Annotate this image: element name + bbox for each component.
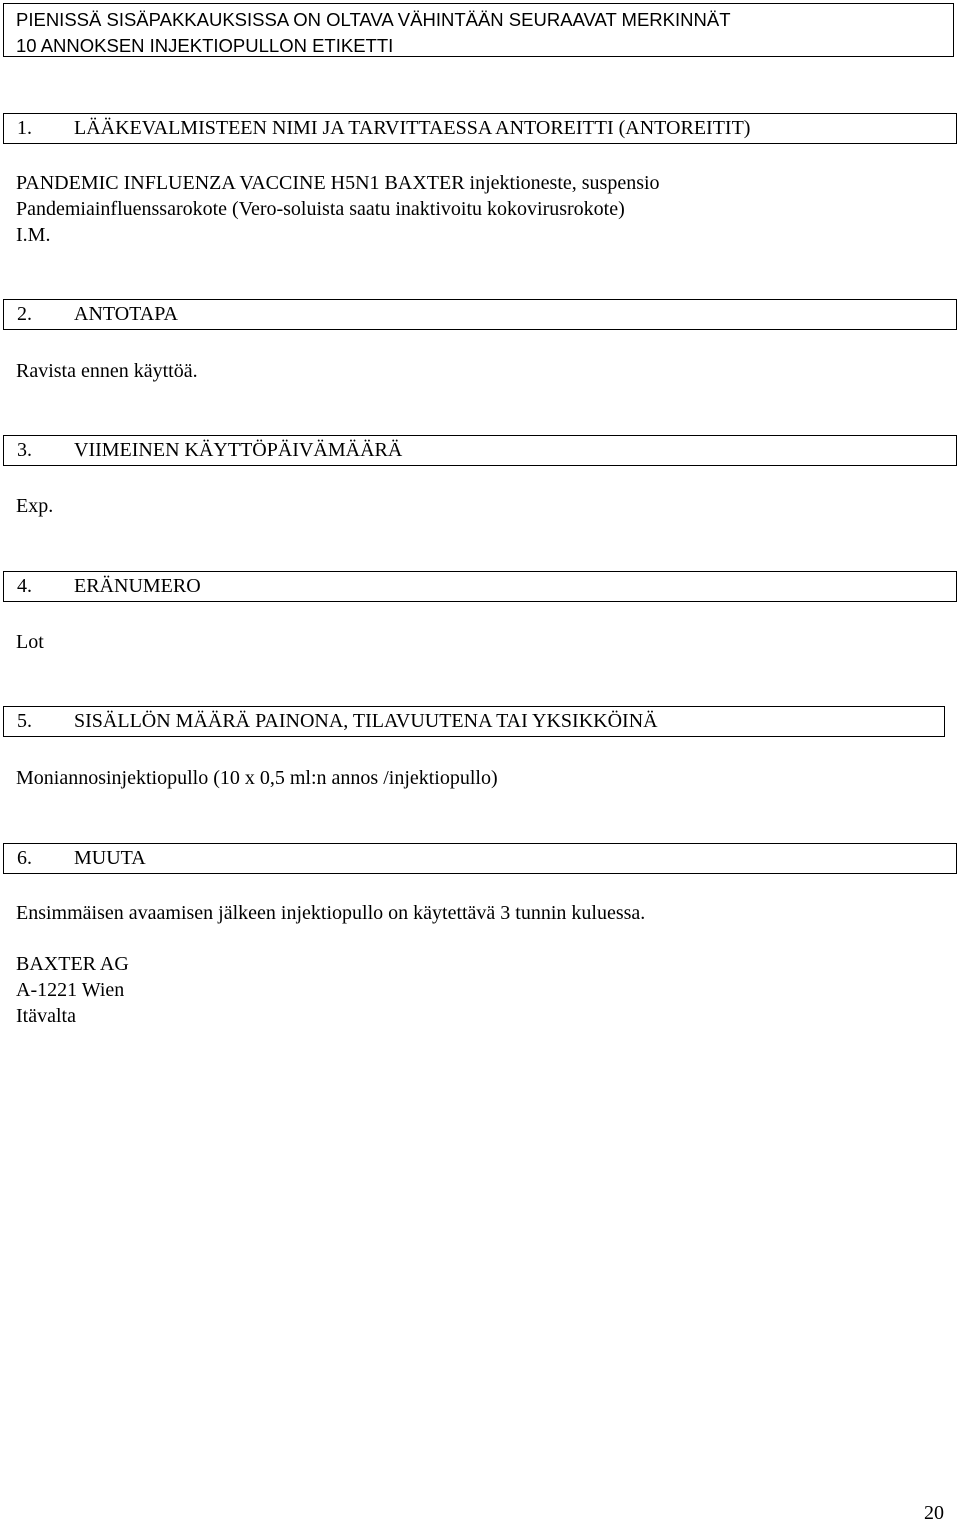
section-4-title: ERÄNUMERO	[74, 575, 201, 597]
lot-label: Lot	[16, 631, 44, 653]
section-2-title: ANTOTAPA	[74, 303, 178, 325]
company-address: A-1221 Wien	[16, 979, 125, 1001]
usage-note: Ensimmäisen avaamisen jälkeen injektiopullo on käytettävä 3 tunnin kuluessa.	[16, 902, 646, 924]
section-3-number: 3.	[17, 439, 32, 461]
administration-instruction: Ravista ennen käyttöä.	[16, 360, 198, 382]
section-1-heading	[3, 113, 957, 144]
section-1-number: 1.	[17, 117, 32, 139]
company-country: Itävalta	[16, 1005, 76, 1027]
product-name: PANDEMIC INFLUENZA VACCINE H5N1 BAXTER injektioneste, suspensio	[16, 172, 660, 194]
section-4-heading	[3, 571, 957, 602]
label-header-box	[3, 3, 954, 57]
header-line-1: PIENISSÄ SISÄPAKKAUKSISSA ON OLTAVA VÄHINTÄÄN SEURAAVAT MERKINNÄT	[16, 9, 731, 30]
section-6-heading	[3, 843, 957, 874]
section-5-heading	[3, 706, 945, 737]
section-4-number: 4.	[17, 575, 32, 597]
route-of-administration: I.M.	[16, 224, 51, 246]
section-5-title: SISÄLLÖN MÄÄRÄ PAINONA, TILAVUUTENA TAI YKSIKKÖINÄ	[74, 710, 658, 732]
section-6-title: MUUTA	[74, 847, 146, 869]
section-5-number: 5.	[17, 710, 32, 732]
section-3-heading	[3, 435, 957, 466]
section-1-title: LÄÄKEVALMISTEEN NIMI JA TARVITTAESSA ANTOREITTI (ANTOREITIT)	[74, 117, 751, 139]
product-description: Pandemiainfluenssarokote (Vero-soluista saatu inaktivoitu kokovirusrokote)	[16, 198, 625, 220]
header-line-2: 10 ANNOKSEN INJEKTIOPULLON ETIKETTI	[16, 35, 394, 56]
expiry-label: Exp.	[16, 495, 54, 517]
section-6-number: 6.	[17, 847, 32, 869]
page-number: 20	[924, 1502, 944, 1524]
section-2-heading	[3, 299, 957, 330]
section-2-number: 2.	[17, 303, 32, 325]
section-3-title: VIIMEINEN KÄYTTÖPÄIVÄMÄÄRÄ	[74, 439, 403, 461]
company-name: BAXTER AG	[16, 953, 129, 975]
contents-quantity: Moniannosinjektiopullo (10 x 0,5 ml:n annos /injektiopullo)	[16, 767, 498, 789]
